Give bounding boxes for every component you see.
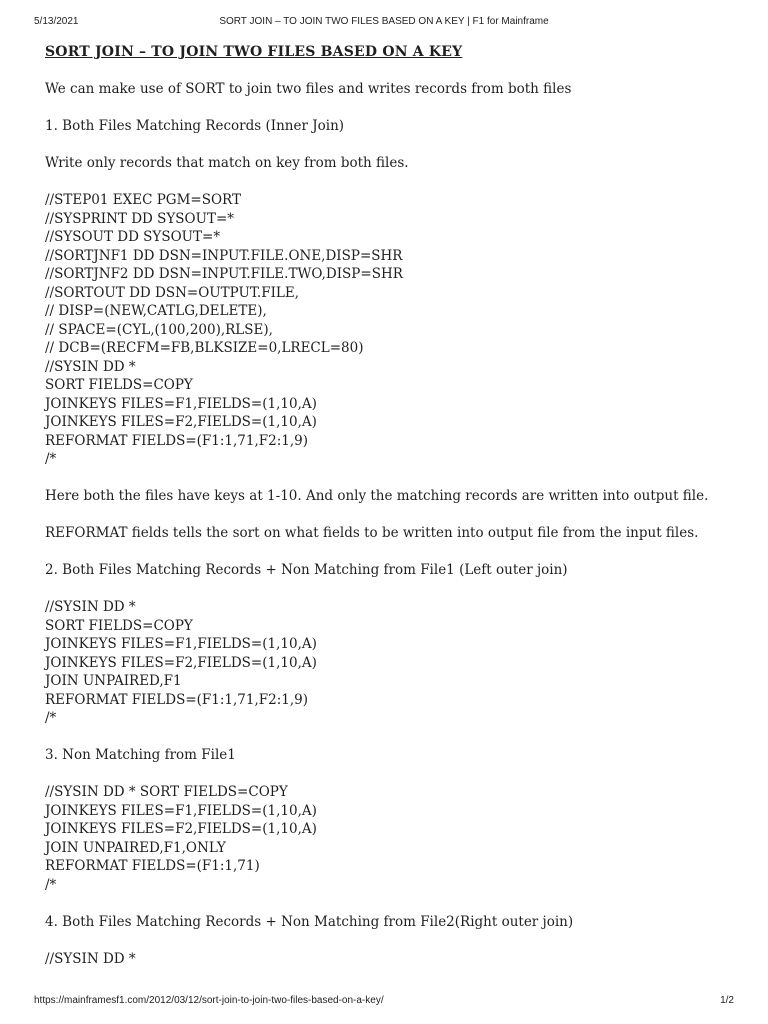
code-line: //SORTOUT DD DSN=OUTPUT.FILE, [45, 284, 300, 301]
document-body [45, 42, 745, 987]
code-line: JOIN UNPAIRED,F1 [45, 673, 182, 689]
code-line: JOIN UNPAIRED,F1,ONLY [45, 839, 226, 856]
print-page-title: SORT JOIN – TO JOIN TWO FILES BASED ON A KEY | F1 for Mainframe [219, 16, 549, 27]
code-line: // DISP=(NEW,CATLG,DELETE), [45, 303, 267, 319]
code-line: REFORMAT FIELDS=(F1:1,71,F2:1,9) [45, 432, 309, 449]
code-line: //SYSIN DD * [45, 599, 136, 615]
code-block-4 [45, 950, 745, 969]
code-line: JOINKEYS FILES=F2,FIELDS=(1,10,A) [45, 654, 317, 671]
code-line: /* [45, 451, 57, 467]
code-line: // SPACE=(CYL,(100,200),RLSE), [45, 321, 273, 338]
code-line: //SYSIN DD * [45, 358, 136, 375]
code-line: JOINKEYS FILES=F1,FIELDS=(1,10,A) [45, 636, 317, 652]
document-title: SORT JOIN – TO JOIN TWO FILES BASED ON A KEY [45, 44, 463, 60]
section-1-heading: 1. Both Files Matching Records (Inner Join) [45, 118, 345, 134]
code-line: //SYSOUT DD SYSOUT=* [45, 229, 221, 245]
code-line: //SYSIN DD * SORT FIELDS=COPY [45, 784, 288, 800]
code-line: //SORTJNF1 DD DSN=INPUT.FILE.ONE,DISP=SHR [45, 247, 403, 264]
print-header [0, 16, 768, 30]
page-number: 1/2 [720, 995, 734, 1006]
code-line: //STEP01 EXEC PGM=SORT [45, 192, 241, 208]
section-4-heading: 4. Both Files Matching Records + Non Matching from File2(Right outer join) [45, 913, 574, 930]
code-line: REFORMAT FIELDS=(F1:1,71) [45, 858, 260, 874]
code-block-1 [45, 191, 745, 469]
code-line: SORT FIELDS=COPY [45, 617, 193, 634]
intro-paragraph: We can make use of SORT to join two files and writes records from both files [45, 81, 572, 97]
print-footer [0, 995, 768, 1009]
code-line: /* [45, 876, 57, 893]
code-line: JOINKEYS FILES=F1,FIELDS=(1,10,A) [45, 395, 317, 412]
code-line: // DCB=(RECFM=FB,BLKSIZE=0,LRECL=80) [45, 340, 364, 356]
code-line: /* [45, 710, 57, 726]
page-url: https://mainframesf1.com/2012/03/12/sort-join-to-join-two-files-based-on-a-key/ [34, 995, 384, 1006]
print-date: 5/13/2021 [34, 16, 79, 27]
section-2-heading: 2. Both Files Matching Records + Non Matching from File1 (Left outer join) [45, 562, 568, 578]
section-3-heading: 3. Non Matching from File1 [45, 747, 236, 763]
code-line: //SYSIN DD * [45, 950, 136, 967]
code-line: REFORMAT FIELDS=(F1:1,71,F2:1,9) [45, 691, 309, 708]
code-line: JOINKEYS FILES=F2,FIELDS=(1,10,A) [45, 821, 317, 837]
code-line: JOINKEYS FILES=F2,FIELDS=(1,10,A) [45, 414, 317, 430]
code-block-3 [45, 783, 745, 894]
section-1-description: Write only records that match on key from both files. [45, 155, 409, 171]
code-line: //SYSPRINT DD SYSOUT=* [45, 210, 235, 227]
code-line: SORT FIELDS=COPY [45, 377, 193, 393]
section-1-note-keys: Here both the files have keys at 1-10. And only the matching records are written into output file. [45, 488, 709, 504]
section-1-note-reformat: REFORMAT fields tells the sort on what fields to be written into output file from the input files. [45, 525, 699, 541]
code-line: JOINKEYS FILES=F1,FIELDS=(1,10,A) [45, 802, 317, 819]
code-block-2 [45, 598, 745, 728]
code-line: //SORTJNF2 DD DSN=INPUT.FILE.TWO,DISP=SHR [45, 266, 403, 282]
